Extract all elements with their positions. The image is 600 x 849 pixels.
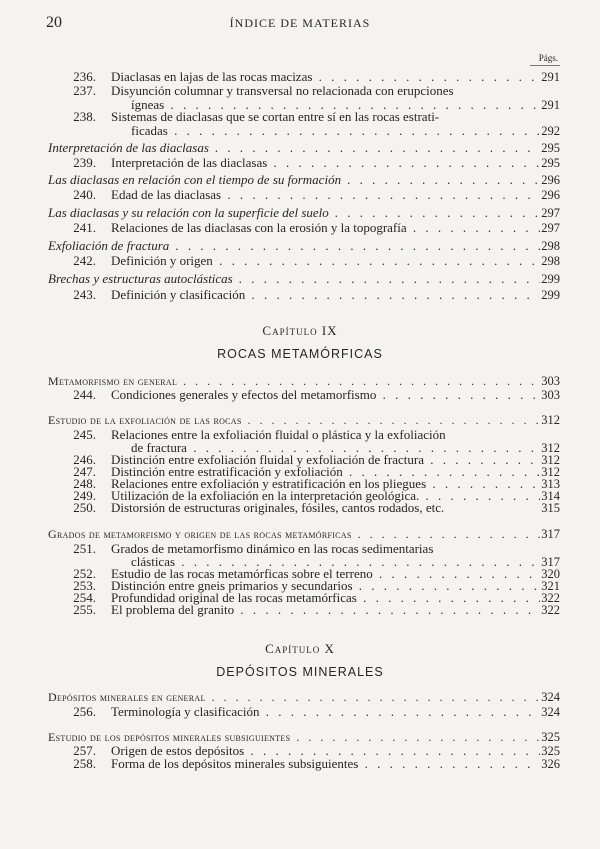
entry-number: 252. [73, 566, 96, 581]
entry-page: 312 [541, 453, 560, 467]
entry-text: Edad de las diaclasas . . . [111, 188, 540, 202]
entry-number: 242. [73, 253, 96, 268]
entry-number: 251. [73, 541, 96, 556]
section-page: 299 [541, 272, 560, 286]
entry-text: Grados de metamorfismo dinámico en las rocas sedimentarias [111, 542, 434, 556]
entry-page: 321 [541, 579, 560, 593]
entry-text: Definición y clasificación . . . [111, 288, 540, 302]
entry-text: Condiciones generales y efectos del metamorfismo . . . [111, 388, 540, 402]
entry-continuation: ígneas . . . [131, 98, 540, 112]
entry-number: 255. [73, 602, 96, 617]
entry-number: 258. [73, 756, 96, 771]
section-text: Grados de metamorfismo y origen de las rocas metamórficas . . . [48, 527, 540, 541]
entry-text: Distinción entre gneis primarios y secundarios . . . [111, 579, 540, 593]
entry-page: 322 [541, 603, 560, 617]
entry-page: 312 [541, 465, 560, 479]
page-number: 20 [46, 14, 62, 31]
section-text: Estudio de la exfoliación de las rocas . . . [48, 413, 540, 427]
entry-page: 298 [541, 254, 560, 268]
entry-number: 244. [73, 387, 96, 402]
section-page: 312 [541, 413, 560, 427]
entry-number: 240. [73, 187, 96, 202]
entry-number: 250. [73, 500, 96, 515]
entry-page: 312 [541, 441, 560, 455]
entry-number: 236. [73, 69, 96, 84]
entry-page: 325 [541, 744, 560, 758]
section-page: 296 [541, 173, 560, 187]
entry-text: Relaciones de las diaclasas con la erosión y la topografía . . . [111, 221, 540, 235]
chapter-title: ROCAS METAMÓRFICAS [217, 347, 383, 361]
section-page: 295 [541, 141, 560, 155]
running-title: ÍNDICE DE MATERIAS [229, 16, 371, 30]
entry-continuation: de fractura . . . [131, 441, 540, 455]
entry-page: 317 [541, 555, 560, 569]
entry-number: 246. [73, 452, 96, 467]
entry-number: 249. [73, 488, 96, 503]
entry-continuation: clásticas . . . [131, 555, 540, 569]
entry-number: 241. [73, 220, 96, 235]
section-text: Brechas y estructuras autoclásticas . . . [48, 272, 540, 286]
entry-text: Profundidad original de las rocas metamórficas . . . [111, 591, 540, 605]
section-page: 325 [541, 730, 560, 744]
entry-text: Disyunción columnar y transversal no relacionada con erupciones [111, 84, 454, 98]
entry-text: Sistemas de diaclasas que se cortan entre sí en las rocas estrati- [111, 110, 440, 124]
entry-number: 248. [73, 476, 96, 491]
entry-page: 295 [541, 156, 560, 170]
entry-text: Relaciones entre la exfoliación fluidal o plástica y la exfoliación [111, 428, 446, 442]
section-text: Depósitos minerales en general . . . [48, 690, 540, 704]
entry-text: Diaclasas en lajas de las rocas macizas . . . [111, 70, 540, 84]
entry-number: 239. [73, 155, 96, 170]
entry-text: Interpretación de las diaclasas . . . [111, 156, 540, 170]
entry-page: 320 [541, 567, 560, 581]
section-text: Metamorfismo en general . . . [48, 374, 540, 388]
entry-number: 256. [73, 704, 96, 719]
entry-number: 238. [73, 109, 96, 124]
pages-column-label: Págs. [538, 53, 558, 63]
entry-page: 314 [541, 489, 560, 503]
entry-number: 243. [73, 287, 96, 302]
section-text: Estudio de los depósitos minerales subsiguientes . . . [48, 730, 540, 744]
entry-page: 296 [541, 188, 560, 202]
entry-text: Estudio de las rocas metamórficas sobre el terreno . . . [111, 567, 540, 581]
entry-text: Distinción entre exfoliación fluidal y exfoliación de fractura . . . [111, 453, 540, 467]
running-header [0, 12, 600, 38]
section-page: 324 [541, 690, 560, 704]
section-text: Las diaclasas en relación con el tiempo de su formación . . . [48, 173, 540, 187]
entry-page: 303 [541, 388, 560, 402]
entry-text: Relaciones entre exfoliación y estratificación en los pliegues . . . [111, 477, 540, 491]
entry-text: Distorsión de estructuras originales, fósiles, cantos rodados, etc. [111, 501, 445, 515]
section-page: 303 [541, 374, 560, 388]
section-text: Las diaclasas y su relación con la superficie del suelo . . . [48, 206, 540, 220]
entry-text: Definición y origen . . . [111, 254, 540, 268]
section-page: 298 [541, 239, 560, 253]
entry-number: 245. [73, 427, 96, 442]
entry-text: Distinción entre estratificación y exfoliación . . . [111, 465, 540, 479]
entry-text: Utilización de la exfoliación en la interpretación geológica. . . . [111, 489, 540, 503]
entry-text: Origen de estos depósitos . . . [111, 744, 540, 758]
section-page: 297 [541, 206, 560, 220]
entry-number: 257. [73, 743, 96, 758]
pages-label-rule [530, 65, 560, 66]
entry-page: 313 [541, 477, 560, 491]
entry-number: 247. [73, 464, 96, 479]
entry-text: El problema del granito . . . [111, 603, 540, 617]
entry-page: 291 [541, 70, 560, 84]
entry-number: 253. [73, 578, 96, 593]
entry-page: 297 [541, 221, 560, 235]
entry-page: 291 [541, 98, 560, 112]
chapter-title: DEPÓSITOS MINERALES [216, 665, 384, 679]
section-text: Interpretación de las diaclasas . . . [48, 141, 540, 155]
entry-page: 324 [541, 705, 560, 719]
entry-number: 237. [73, 83, 96, 98]
section-text: Exfoliación de fractura . . . [48, 239, 540, 253]
entry-number: 254. [73, 590, 96, 605]
entry-page: 322 [541, 591, 560, 605]
entry-text: Forma de los depósitos minerales subsiguientes . . . [111, 757, 540, 771]
section-page: 317 [541, 527, 560, 541]
entry-page: 292 [541, 124, 560, 138]
entry-page: 299 [541, 288, 560, 302]
entry-continuation: ficadas . . . [131, 124, 540, 138]
entry-page: 326 [541, 757, 560, 771]
chapter-label: Capítulo X [265, 641, 335, 656]
entry-text: Terminología y clasificación . . . [111, 705, 540, 719]
entry-page: 315 [541, 501, 560, 515]
chapter-label: Capítulo IX [262, 323, 338, 338]
